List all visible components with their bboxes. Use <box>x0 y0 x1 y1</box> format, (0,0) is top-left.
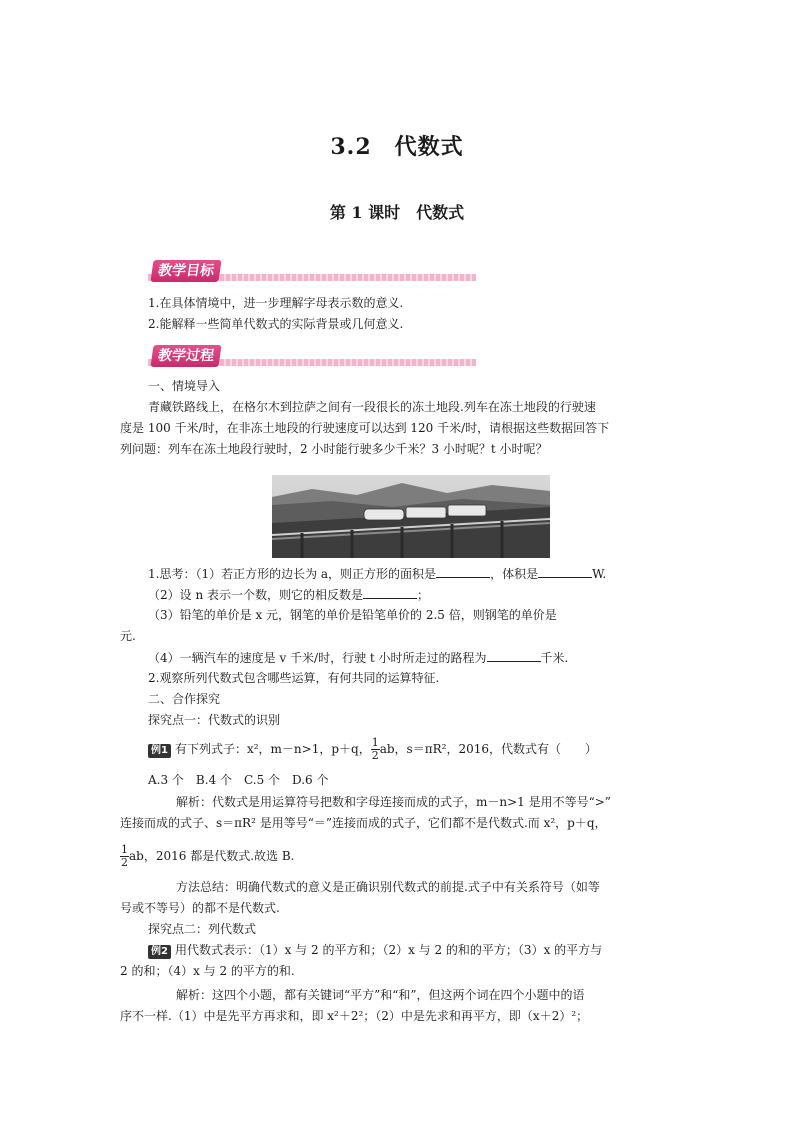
method-summary: 号或不等号）的都不是代数式. <box>120 901 280 915</box>
lesson-subtitle: 第 1 课时 代数式 <box>329 203 465 222</box>
q1-text-a: 1.思考：（1）若正方形的边长为 a，则正方形的面积是 <box>148 567 437 581</box>
explore-point-2: 探究点二：列代数式 <box>148 922 257 936</box>
example-1-text-b: ab，s＝πR²，2016，代数式有（ ） <box>379 742 597 756</box>
example-1-options: A.3 个 B.4 个 C.5 个 D.6 个 <box>148 773 329 787</box>
example-badge: 例2 <box>148 945 171 959</box>
fraction-numerator: 1 <box>371 736 379 749</box>
question-3: （3）铅笔的单价是 x 元，钢笔的单价是铅笔单价的 2.5 倍，则钢笔的单价是 <box>148 608 557 622</box>
q4-text-b: 千米. <box>540 651 569 665</box>
process-heading: 教学过程 <box>150 345 221 367</box>
q1-text-b: ，体积是 <box>490 567 539 581</box>
observe-question: 2.观察所列代数式包含哪些运算，有何共同的运算特征. <box>148 671 440 685</box>
example-2-cont: 2 的和；（4）x 与 2 的平方的和. <box>120 964 295 978</box>
train-photo <box>272 475 550 558</box>
answer-blank <box>538 563 592 578</box>
intro-line: 列问题：列车在冻土地段行驶时，2 小时能行驶多少千米？3 小时呢？t 小时呢？ <box>120 442 548 456</box>
example-badge: 例1 <box>148 744 171 758</box>
objective-item: 1.在具体情境中，进一步理解字母表示数的意义. <box>148 296 404 310</box>
q4-text-a: （4）一辆汽车的速度是 v 千米/时，行驶 t 小时所走过的路程为 <box>148 651 487 665</box>
fraction-half <box>120 844 129 869</box>
intro-line: 度是 100 千米/时，在非冻土地段的行驶速度可以达到 120 千米/时，请根据这些数据回答下 <box>120 421 610 435</box>
train-photo-image <box>272 475 550 558</box>
fraction-half <box>371 737 380 762</box>
answer-blank <box>487 647 541 662</box>
section-heading: 一、情境导入 <box>148 379 221 393</box>
analysis-line: 序不一样.（1）中是先平方再求和，即 x²＋2²；（2）中是先求和再平方，即（x＋2）²； <box>120 1009 589 1023</box>
question-1 <box>148 563 606 584</box>
answer-blank <box>436 563 490 578</box>
analysis-line: 解析：这四个小题，都有关键词“平方”和“和”，但这两个词在四个小题中的语 <box>176 988 585 1002</box>
objective-item: 2.能解释一些简单代数式的实际背景或几何意义. <box>148 317 404 331</box>
example-2-text: 用代数式表示：（1）x 与 2 的平方和；（2）x 与 2 的和的平方；（3）x 的平方与 <box>174 943 603 957</box>
analysis-line: 解析：代数式是用运算符号把数和字母连接而成的式子，m－n>1 是用不等号“>” <box>176 795 611 809</box>
analysis-line-3-text: ab，2016 都是代数式.故选 B. <box>129 849 295 863</box>
analysis-line <box>120 842 294 870</box>
example-1-text-a: 有下列式子：x²，m－n>1，p＋q， <box>174 742 371 756</box>
explore-point-1: 探究点一：代数式的识别 <box>148 713 281 727</box>
q1-text-c: W. <box>592 567 607 581</box>
question-3-cont: 元. <box>120 629 136 643</box>
objectives-banner <box>148 260 478 282</box>
section-heading: 二、合作探究 <box>148 692 221 706</box>
fraction-denominator: 2 <box>121 856 128 869</box>
intro-line: 青藏铁路线上，在格尔木到拉萨之间有一段很长的冻土地段.列车在冻土地段的行驶速 <box>148 400 596 414</box>
fraction-denominator: 2 <box>371 749 379 762</box>
fraction-numerator: 1 <box>121 843 128 856</box>
page-title: 3.2 代数式 <box>330 134 464 160</box>
method-summary: 方法总结：明确代数式的意义是正确识别代数式的前提.式子中有关系符号（如等 <box>176 880 600 894</box>
analysis-line: 连接而成的式子、s＝πR² 是用等号“＝”连接而成的式子，它们都不是代数式.而 x²，p＋q， <box>120 816 607 830</box>
question-2 <box>148 584 429 605</box>
q2-text-b: ； <box>417 588 430 602</box>
example-1 <box>148 735 597 763</box>
q2-text-a: （2）设 n 表示一个数，则它的相反数是 <box>148 588 363 602</box>
answer-blank <box>363 584 417 599</box>
question-4 <box>148 647 568 668</box>
example-2 <box>148 940 602 960</box>
process-banner <box>148 345 478 367</box>
objectives-heading: 教学目标 <box>150 260 221 282</box>
